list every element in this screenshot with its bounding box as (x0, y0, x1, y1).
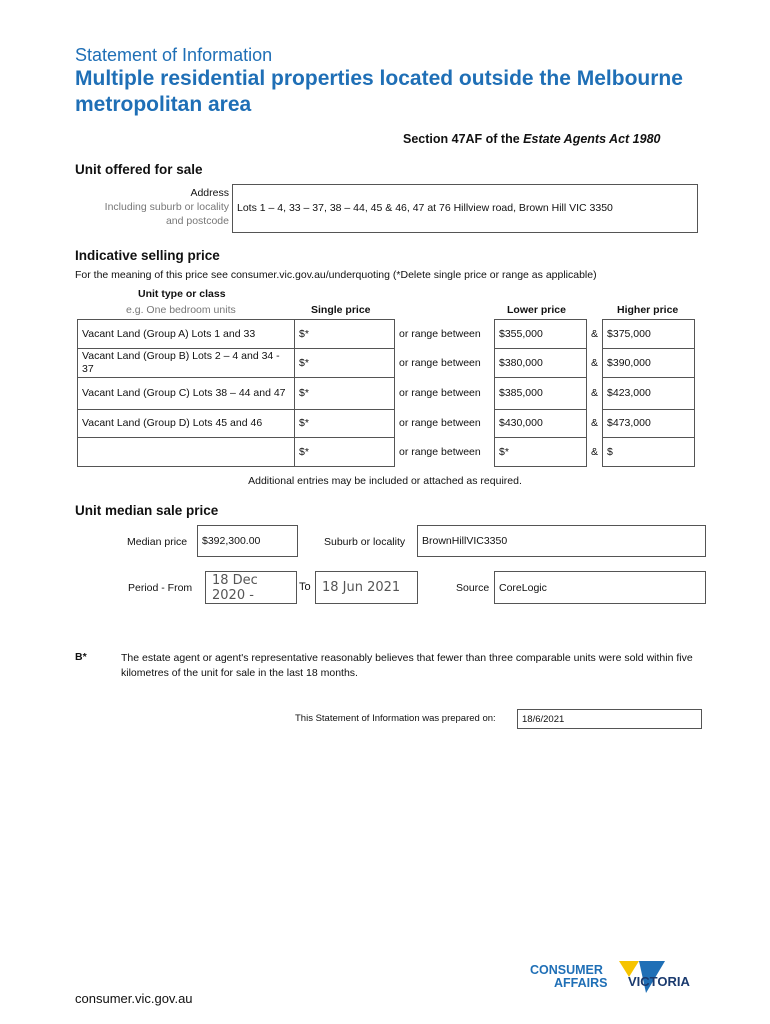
higher-price-cell[interactable]: $375,000 (603, 320, 695, 349)
b-statement-text: The estate agent or agent's representative reasonably believes that fewer than three comparable units were sold within five kilometres of the unit for sale in the last 18 months. (121, 652, 693, 679)
address-label: Address (190, 187, 229, 199)
ampersand: & (591, 327, 599, 340)
range-label: or range between (399, 327, 481, 340)
suburb-field[interactable]: BrownHillVIC3350 (417, 525, 706, 557)
single-price-header: Single price (311, 304, 371, 316)
range-label: or range between (399, 417, 481, 429)
unit-type-cell[interactable] (78, 438, 295, 467)
address-label-group (75, 186, 229, 228)
median-price-heading: Unit median sale price (75, 503, 219, 518)
higher-price-cell[interactable]: $390,000 (603, 349, 695, 378)
single-price-cell[interactable]: $* (295, 410, 395, 438)
ampersand: & (591, 356, 599, 369)
higher-price-header: Higher price (617, 304, 679, 316)
price-table (77, 319, 695, 467)
unit-type-example: e.g. One bedroom units (126, 304, 236, 316)
address-sublabel-1: Including suburb or locality (104, 201, 229, 213)
ampersand: & (591, 387, 599, 399)
period-to-field[interactable]: 18 Jun 2021 (315, 571, 418, 604)
unit-offered-heading: Unit offered for sale (75, 162, 203, 177)
logo-text-victoria: VICTORIA (628, 974, 690, 989)
section-ref-prefix: Section 47AF of the (403, 132, 524, 146)
table-row (78, 320, 695, 349)
single-price-cell[interactable]: $* (295, 438, 395, 467)
single-price-cell[interactable]: $* (295, 320, 395, 349)
unit-type-cell[interactable]: Vacant Land (Group A) Lots 1 and 33 (78, 320, 295, 349)
b-statement-label: B* (75, 651, 87, 663)
source-label: Source (456, 582, 490, 594)
lower-price-cell[interactable]: $430,000 (495, 410, 587, 438)
consumer-affairs-victoria-logo (528, 957, 708, 997)
logo-text-line1: CONSUMER (530, 963, 603, 977)
logo-graphic (528, 957, 708, 997)
section-ref-act: Estate Agents Act 1980 (523, 132, 661, 146)
lower-price-cell[interactable]: $385,000 (495, 378, 587, 410)
range-label: or range between (399, 445, 481, 458)
unit-type-label: Unit type or class (138, 288, 226, 300)
single-price-cell[interactable]: $* (295, 349, 395, 378)
higher-price-cell[interactable]: $473,000 (603, 410, 695, 438)
unit-type-cell[interactable]: Vacant Land (Group B) Lots 2 – 4 and 34 - 37 (78, 349, 295, 378)
table-row (78, 349, 695, 378)
unit-type-cell[interactable]: Vacant Land (Group D) Lots 45 and 46 (78, 410, 295, 438)
footer-url[interactable]: consumer.vic.gov.au (75, 991, 193, 1006)
section-reference (403, 132, 660, 146)
lower-price-header: Lower price (507, 304, 566, 316)
lower-price-cell[interactable]: $380,000 (495, 349, 587, 378)
indicative-price-heading: Indicative selling price (75, 248, 220, 263)
higher-price-cell[interactable]: $423,000 (603, 378, 695, 410)
ampersand: & (591, 417, 599, 429)
lower-price-cell[interactable]: $* (495, 438, 587, 467)
table-row (78, 378, 695, 410)
address-field[interactable]: Lots 1 – 4, 33 – 37, 38 – 44, 45 & 46, 47 at 76 Hillview road, Brown Hill VIC 3350 (232, 184, 698, 233)
period-from-label: Period - From (128, 582, 193, 594)
suburb-label: Suburb or locality (324, 536, 406, 548)
unit-type-cell[interactable]: Vacant Land (Group C) Lots 38 – 44 and 47 (78, 378, 295, 410)
table-row (78, 438, 695, 467)
median-price-field[interactable]: $392,300.00 (197, 525, 298, 557)
address-sublabel-2: and postcode (165, 215, 229, 227)
prepared-on-label: This Statement of Information was prepared on: (295, 713, 496, 724)
document-title: Multiple residential properties located outside the Melbourne metropolitan area (75, 67, 683, 116)
ampersand: & (591, 445, 599, 458)
period-to-label: To (299, 581, 311, 593)
range-label: or range between (399, 387, 481, 399)
single-price-cell[interactable]: $* (295, 378, 395, 410)
range-label: or range between (399, 356, 481, 369)
table-row (78, 410, 695, 438)
lower-price-cell[interactable]: $355,000 (495, 320, 587, 349)
source-field[interactable]: CoreLogic (494, 571, 706, 604)
higher-price-cell[interactable]: $ (603, 438, 695, 467)
period-from-field[interactable]: 18 Dec 2020 - (205, 571, 297, 604)
logo-text-line2: AFFAIRS (554, 976, 608, 990)
additional-entries-note: Additional entries may be included or attached as required. (248, 475, 522, 487)
document-kicker: Statement of Information (75, 45, 273, 65)
underquoting-note: For the meaning of this price see consumer.vic.gov.au/underquoting (*Delete single price or range as applicable) (75, 269, 597, 281)
prepared-on-field[interactable]: 18/6/2021 (517, 709, 702, 729)
median-price-label: Median price (127, 536, 188, 548)
